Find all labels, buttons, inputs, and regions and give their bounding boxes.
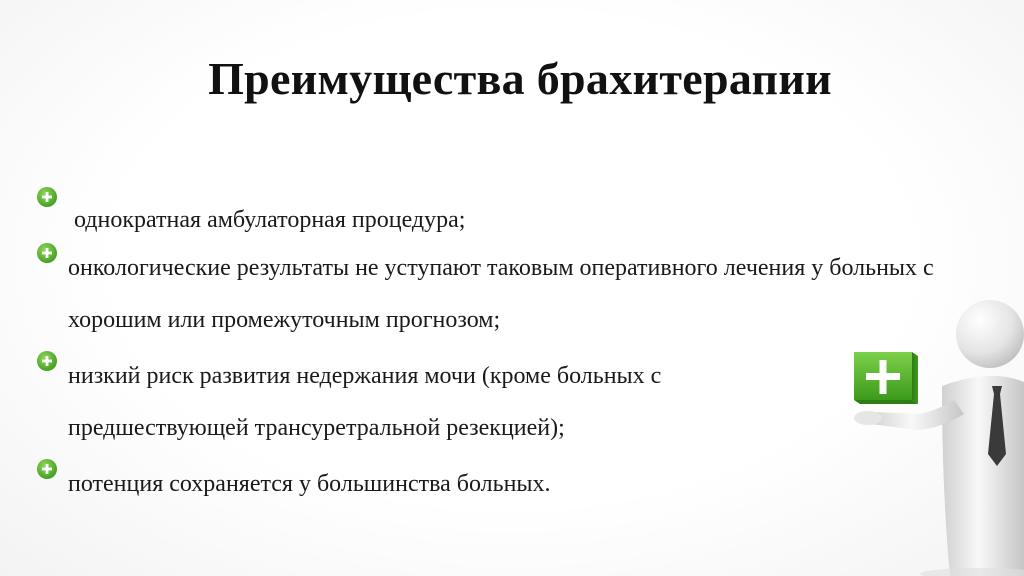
bullet-item <box>36 186 976 238</box>
bullet-text: онкологические результаты не уступают таковым оперативного лечения у больных с хорошим или промежуточным прогнозом; <box>68 255 934 333</box>
plus-circle-icon <box>36 350 58 372</box>
bullet-text: низкий риск развития недержания мочи (кроме больных с предшествующей трансуретральной резекцией); <box>68 363 662 441</box>
plus-circle-icon <box>36 242 58 264</box>
bullet-text: потенция сохраняется у большинства больных. <box>68 471 551 497</box>
person-holding-plus-icon <box>830 290 1024 576</box>
plus-circle-icon <box>36 458 58 480</box>
slide-title: Преимущества брахитерапии <box>208 53 832 104</box>
plus-circle-icon <box>36 186 58 208</box>
bullet-text: однократная амбулаторная процедура; <box>74 207 466 233</box>
